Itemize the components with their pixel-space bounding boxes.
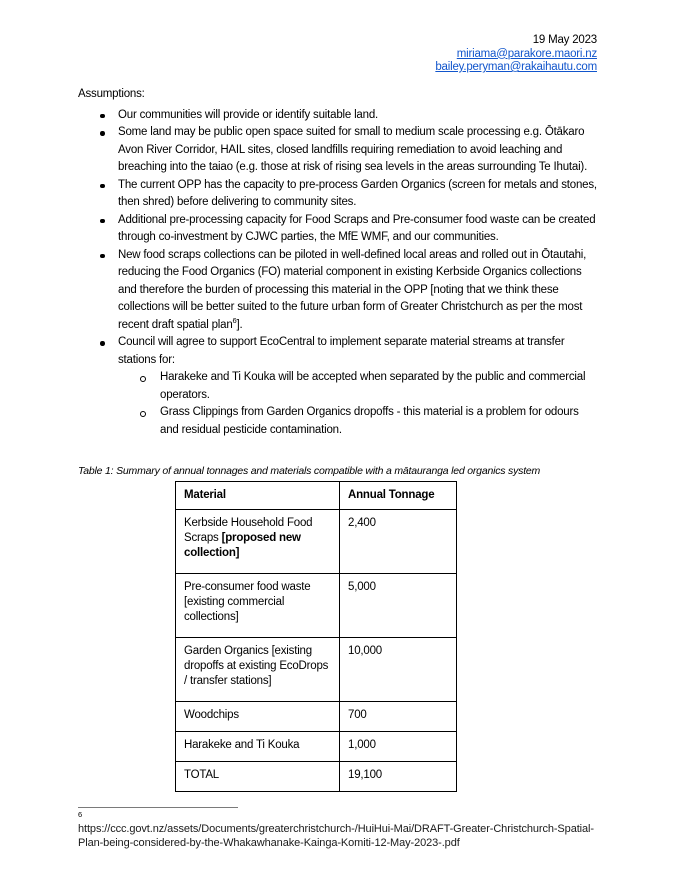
footnote-reference: 6 bbox=[232, 315, 237, 325]
footnote-url: https://ccc.govt.nz/assets/Documents/greaterchristchurch-/HuiHui-Mai/DRAFT-Greater-Christchurch-Spatial-Plan-being-considered-by-the-Whakawhanake-Kainga-Komiti-12-May-2023-.pdf bbox=[78, 823, 594, 849]
material-text: TOTAL bbox=[184, 769, 219, 781]
sub-bullet-text: Harakeke and Ti Kouka will be accepted when separated by the public and commercial operators. bbox=[160, 371, 586, 401]
col-header-material: Material bbox=[176, 482, 340, 510]
material-cell bbox=[176, 638, 340, 702]
bullet-dot-icon bbox=[100, 114, 105, 119]
material-text-bold: [proposed new collection] bbox=[184, 532, 301, 559]
bullet-item bbox=[78, 107, 597, 125]
sub-bullet-item bbox=[118, 404, 597, 439]
assumptions-heading: Assumptions: bbox=[78, 87, 145, 100]
sub-bullet-text: Grass Clippings from Garden Organics dropoffs - this material is a problem for odours and residual pesticide contamination. bbox=[160, 406, 579, 436]
footnote-divider bbox=[78, 807, 238, 808]
email-line bbox=[78, 61, 597, 75]
tonnage-cell: 700 bbox=[340, 702, 457, 732]
footnote-number: 6 bbox=[78, 810, 83, 819]
bullet-text: Council will agree to support EcoCentral to implement separate material streams at transfer stations for: bbox=[118, 336, 565, 366]
table-row-kerbside-food-scraps bbox=[176, 510, 457, 574]
bullet-circle-icon bbox=[140, 411, 146, 417]
bullet-text: Our communities will provide or identify suitable land. bbox=[118, 108, 379, 121]
document-date: 19 May 2023 bbox=[532, 34, 597, 46]
bullet-dot-icon bbox=[100, 341, 105, 346]
material-cell bbox=[176, 732, 340, 762]
material-text: Woodchips bbox=[184, 709, 239, 721]
table-header-row bbox=[176, 482, 457, 510]
email-line bbox=[78, 48, 597, 62]
material-text: Kerbside Household Food Scraps bbox=[184, 517, 313, 544]
tonnage-cell: 19,100 bbox=[340, 762, 457, 792]
col-header-tonnage: Annual Tonnage bbox=[340, 482, 457, 510]
bullet-text: ]. bbox=[236, 318, 243, 331]
material-cell bbox=[176, 574, 340, 638]
material-cell bbox=[176, 510, 340, 574]
material-text: Harakeke and Ti Kouka bbox=[184, 739, 300, 751]
tonnage-cell: 5,000 bbox=[340, 574, 457, 638]
document-header bbox=[78, 34, 597, 75]
material-cell bbox=[176, 762, 340, 792]
table-row-garden-organics bbox=[176, 638, 457, 702]
bullet-text: New food scraps collections can be piloted in well-defined local areas and rolled out in Ōtautahi, reducing the Food Organics (FO) material component in existing Kerbside Organics collections and therefore the burden of processing this material in the OPP [noting that we think these collections will be better suited to the future urban form of Greater Christchurch as per the most recent draft spatial plan bbox=[118, 248, 587, 331]
material-text: Garden Organics [existing dropoffs at existing EcoDrops / transfer stations] bbox=[184, 645, 329, 687]
tonnage-table bbox=[175, 481, 457, 792]
bullet-item bbox=[78, 247, 597, 335]
bullet-text: Some land may be public open space suited for small to medium scale processing e.g. Ōtākaro Avon River Corridor, HAIL sites, closed landfills requiring remediation to avoid leaching and breaching into the taiao (e.g. those at risk of rising sea levels in the areas surrounding Te Ihutai). bbox=[118, 126, 588, 173]
bullet-item bbox=[78, 124, 597, 177]
table-row-woodchips bbox=[176, 702, 457, 732]
bullet-dot-icon bbox=[100, 131, 105, 136]
email-link-bailey[interactable]: bailey.peryman@rakaihautu.com bbox=[435, 61, 597, 73]
bullet-item bbox=[78, 334, 597, 439]
tonnage-cell: 1,000 bbox=[340, 732, 457, 762]
tonnage-cell: 2,400 bbox=[340, 510, 457, 574]
table-caption: Table 1: Summary of annual tonnages and materials compatible with a mātauranga led organics system bbox=[78, 465, 541, 477]
bullet-text: Additional pre-processing capacity for Food Scraps and Pre-consumer food waste can be created through co-investment by CJWC parties, the MfE WMF, and our communities. bbox=[118, 213, 596, 243]
assumptions-list bbox=[78, 107, 597, 440]
table-row-preconsumer-food-waste bbox=[176, 574, 457, 638]
bullet-dot-icon bbox=[100, 184, 105, 189]
tonnage-cell: 10,000 bbox=[340, 638, 457, 702]
material-text: Pre-consumer food waste [existing commercial collections] bbox=[184, 581, 311, 623]
table-row-total bbox=[176, 762, 457, 792]
bullet-item bbox=[78, 177, 597, 212]
sub-bullet-item bbox=[118, 369, 597, 404]
bullet-dot-icon bbox=[100, 219, 105, 224]
bullet-text: The current OPP has the capacity to pre-process Garden Organics (screen for metals and stones, then shred) before delivering to community sites. bbox=[118, 178, 597, 208]
material-cell bbox=[176, 702, 340, 732]
email-link-miriama[interactable]: miriama@parakore.maori.nz bbox=[456, 47, 597, 60]
bullet-circle-icon bbox=[140, 376, 146, 382]
table-row-harakeke-ti-kouka bbox=[176, 732, 457, 762]
bullet-item bbox=[78, 212, 597, 247]
bullet-dot-icon bbox=[100, 254, 105, 259]
sub-bullet-list bbox=[118, 369, 597, 439]
footnote bbox=[78, 807, 597, 850]
